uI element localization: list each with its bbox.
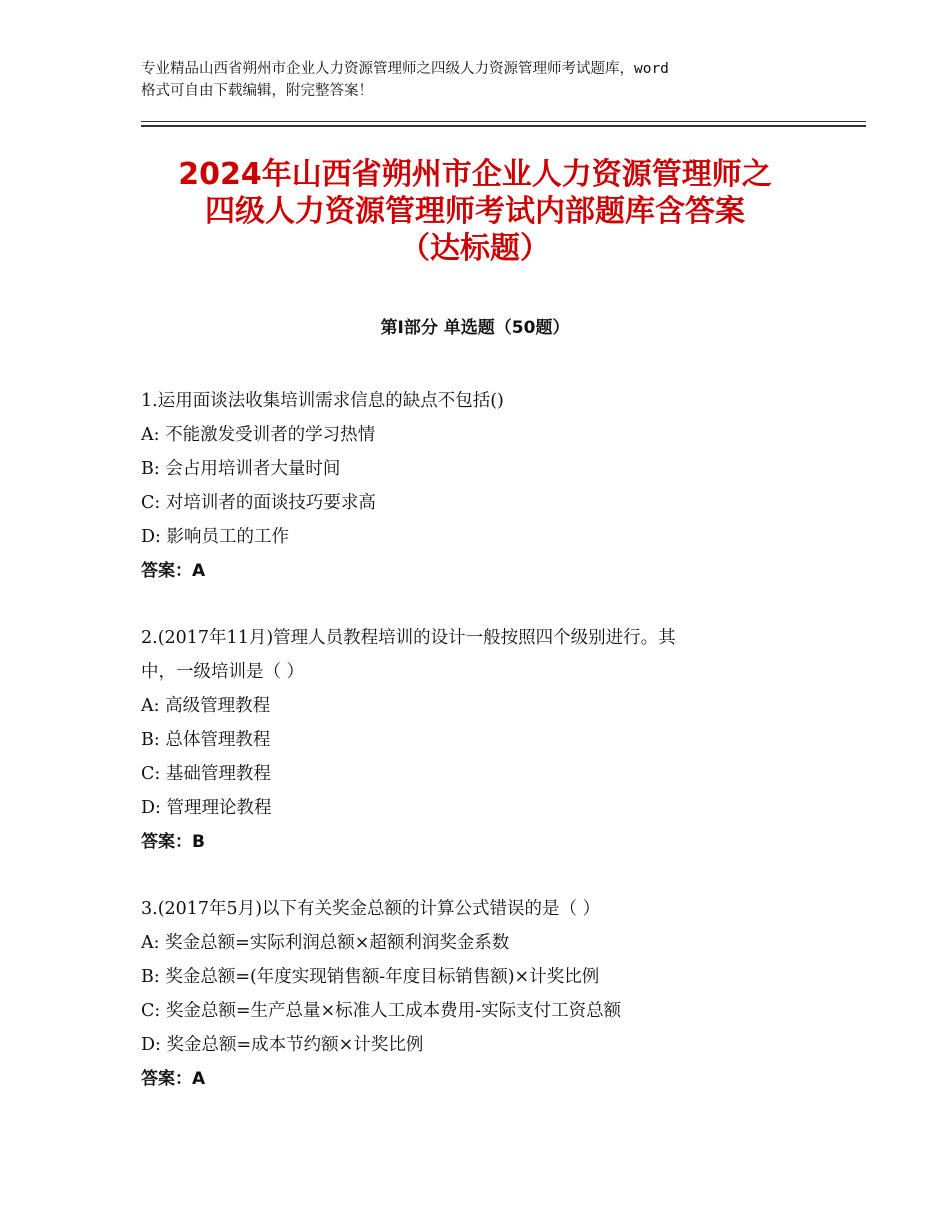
option-b: B: 会占用培训者大量时间 [141,459,341,479]
document-title [100,156,850,267]
question-stem-continued: 中，一级培训是（ ） [141,662,305,682]
header-note-line: 格式可自由下载编辑，附完整答案！ [141,83,373,99]
question-stem: 1.运用面谈法收集培训需求信息的缺点不包括() [141,391,504,411]
title-line: 2024年山西省朔州市企业人力资源管理师之 [178,157,772,192]
question-stem: 3.(2017年5月)以下有关奖金总额的计算公式错误的是（ ） [141,899,601,919]
section-title: 第Ⅰ部分 单选题（50题） [380,318,570,338]
title-line: 四级人力资源管理师考试内部题库含答案 [205,194,745,229]
option-b: B: 奖金总额=(年度实现销售额-年度目标销售额)×计奖比例 [141,967,600,987]
option-a: A: 奖金总额=实际利润总额×超额利润奖金系数 [141,933,510,953]
question-stem: 2.(2017年11月)管理人员教程培训的设计一般按照四个级别进行。其 [141,628,676,648]
header-divider-thick [141,125,866,127]
option-b: B: 总体管理教程 [141,730,271,750]
option-c: C: 奖金总额=生产总量×标准人工成本费用-实际支付工资总额 [141,1001,622,1021]
option-c: C: 对培训者的面谈技巧要求高 [141,493,376,513]
answer-label: 答案：A [141,561,206,581]
answer-label: 答案：B [141,832,205,852]
answer-label: 答案：A [141,1069,206,1089]
question-item [141,621,831,859]
title-line: （达标题） [400,231,550,266]
option-d: D: 管理理论教程 [141,798,272,818]
question-item [141,892,831,1096]
question-list [141,384,831,1129]
header-note [141,58,821,102]
option-d: D: 影响员工的工作 [141,527,289,547]
question-item [141,384,831,588]
option-a: A: 不能激发受训者的学习热情 [141,425,376,445]
header-note-line: 专业精品山西省朔州市企业人力资源管理师之四级人力资源管理师考试题库，word [141,61,669,77]
option-c: C: 基础管理教程 [141,764,271,784]
option-d: D: 奖金总额=成本节约额×计奖比例 [141,1035,424,1055]
header-divider-thin [141,121,866,122]
option-a: A: 高级管理教程 [141,696,271,716]
